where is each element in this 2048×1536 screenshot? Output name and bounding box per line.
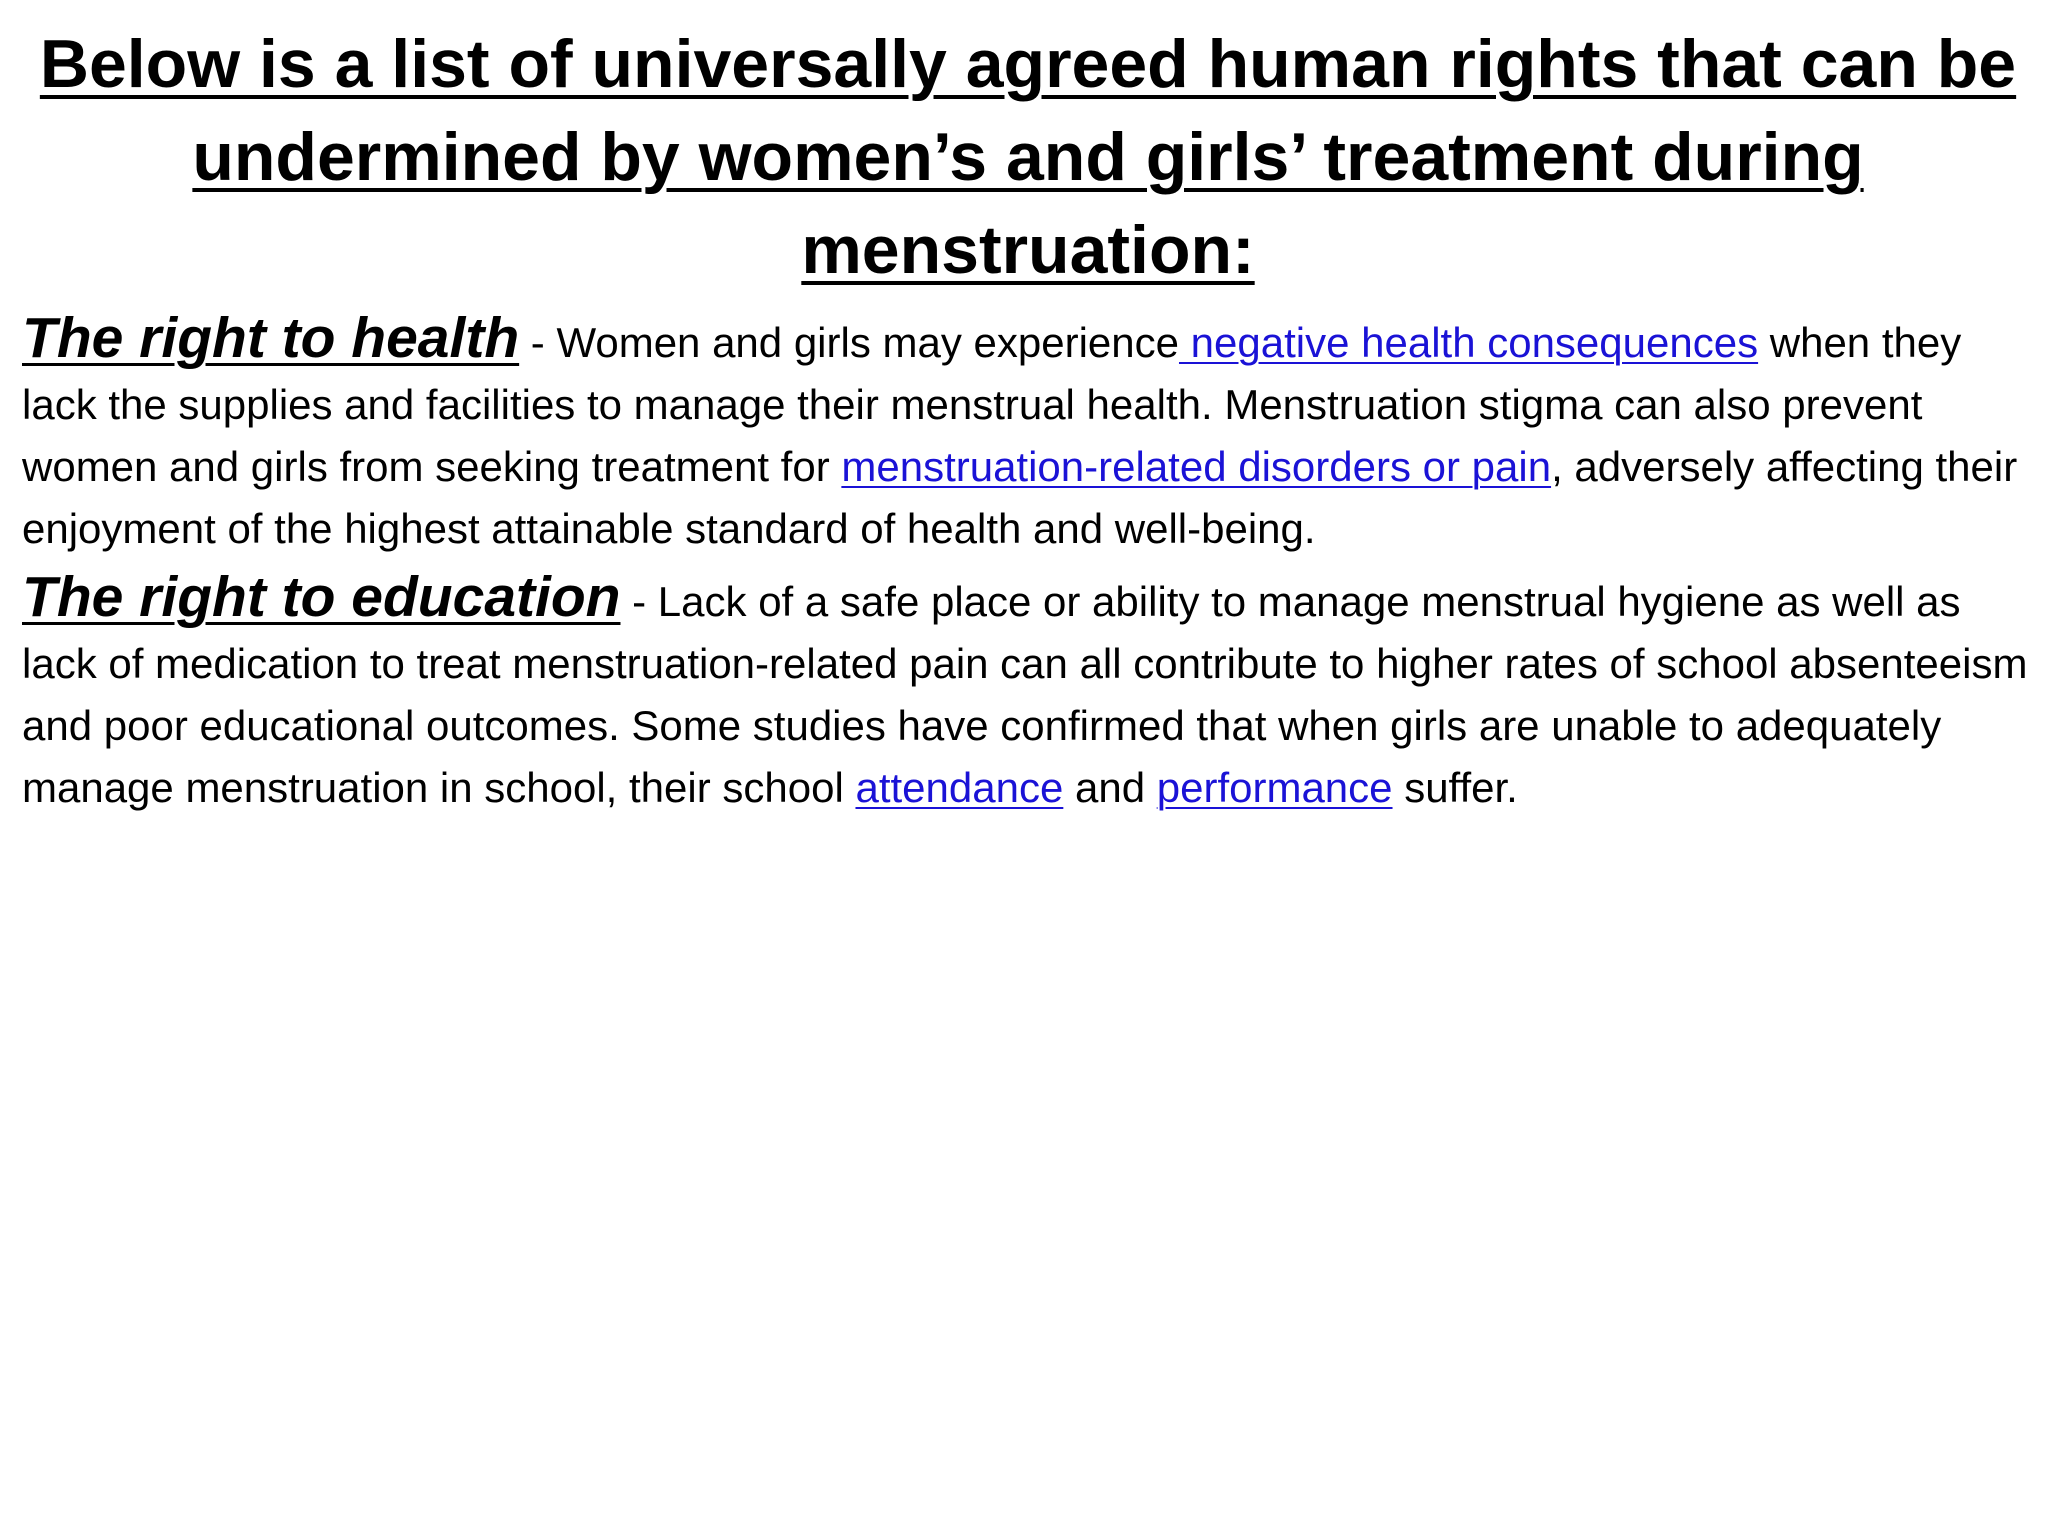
performance-link[interactable]: performance xyxy=(1156,764,1393,811)
health-paragraph xyxy=(22,307,2034,560)
health-text-2: when they lack the supplies and facilities to manage their menstrual health. Menstruation stigma can also prevent women and girls from seeking treatment for xyxy=(22,319,1962,490)
health-heading: The right to health xyxy=(22,306,520,370)
education-heading: The right to education xyxy=(22,565,621,629)
slide-title: Below is a list of universally agreed human rights that can be undermined by women’s and girls’ treatment during menstruation: xyxy=(39,26,2017,288)
education-paragraph xyxy=(22,566,2034,819)
attendance-link[interactable]: attendance xyxy=(855,764,1064,811)
menstruation-disorders-link[interactable]: menstruation-related disorders or pain xyxy=(841,443,1552,490)
health-text-3: , adversely affecting their enjoyment of the highest attainable standard of health and well-being. xyxy=(22,443,2018,552)
health-text-1: - Women and girls may experience xyxy=(519,319,1179,366)
negative-health-consequences-link[interactable]: negative health consequences xyxy=(1178,319,1759,366)
education-text-3: suffer. xyxy=(1392,764,1518,811)
education-text-1: - Lack of a safe place or ability to manage menstrual hygiene as well as lack of medication to treat menstruation-related pain can all contribute to higher rates of school absenteeism and poor educational outcomes. Some studies have confirmed that when girls are unable to adequately manage menstruation in school, their school xyxy=(22,578,2028,811)
education-text-2: and xyxy=(1063,764,1157,811)
